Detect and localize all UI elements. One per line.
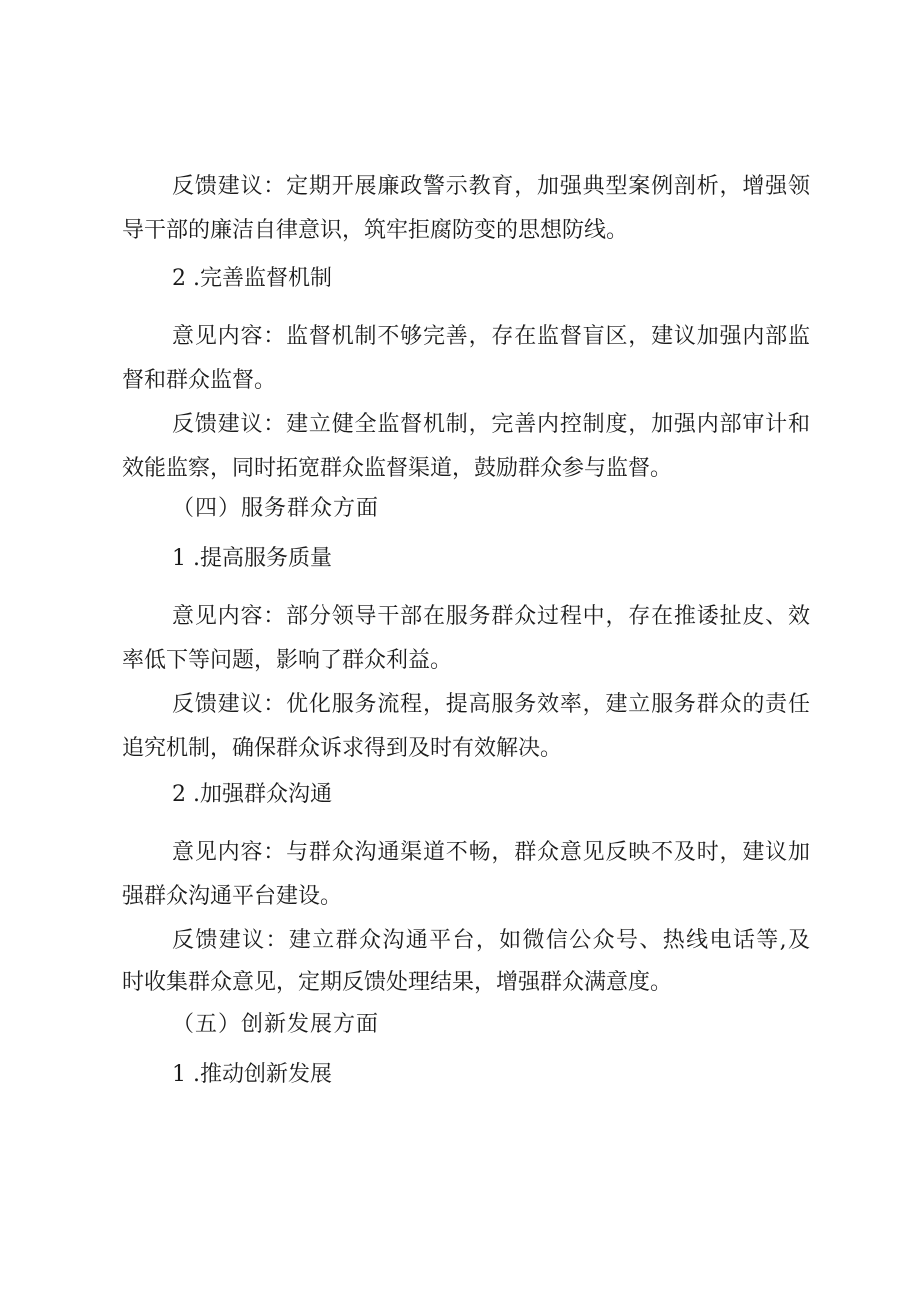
heading-item-2-supervision: 2 .完善监督机制	[172, 266, 332, 291]
paragraph-feedback-supervision-line-1: 反馈建议：建立健全监督机制，完善内控制度，加强内部审计和	[172, 412, 810, 437]
paragraph-opinion-communication-line-1: 意见内容：与群众沟通渠道不畅，群众意见反映不及时，建议加	[172, 840, 810, 865]
paragraph-feedback-communication-line-1: 反馈建议：建立群众沟通平台，如微信公众号、热线电话等,及	[172, 928, 810, 953]
section-heading-serve-masses: （四）服务群众方面	[172, 496, 380, 521]
heading-item-1-innovation: 1 .推动创新发展	[172, 1062, 332, 1087]
paragraph-feedback-integrity-line-1: 反馈建议：定期开展廉政警示教育，加强典型案例剖析，增强领	[172, 174, 810, 199]
paragraph-opinion-service-line-2: 率低下等问题，影响了群众利益。	[122, 648, 453, 673]
section-heading-innovation: （五）创新发展方面	[172, 1012, 380, 1037]
paragraph-opinion-service-line-1: 意见内容：部分领导干部在服务群众过程中，存在推诿扯皮、效	[172, 604, 810, 629]
paragraph-opinion-supervision-line-2: 督和群众监督。	[122, 368, 277, 393]
paragraph-opinion-communication-line-2: 强群众沟通平台建设。	[122, 884, 343, 909]
paragraph-feedback-service-line-2: 追究机制，确保群众诉求得到及时有效解决。	[122, 736, 563, 761]
heading-item-2-communication: 2 .加强群众沟通	[172, 782, 332, 807]
paragraph-feedback-communication-line-2: 时收集群众意见，定期反馈处理结果，增强群众满意度。	[122, 970, 673, 995]
paragraph-opinion-supervision-line-1: 意见内容：监督机制不够完善，存在监督盲区，建议加强内部监	[172, 324, 810, 349]
paragraph-feedback-integrity-line-2: 导干部的廉洁自律意识，筑牢拒腐防变的思想防线。	[122, 218, 629, 243]
heading-item-1-service-quality: 1 .提高服务质量	[172, 546, 332, 571]
paragraph-feedback-service-line-1: 反馈建议：优化服务流程，提高服务效率，建立服务群众的责任	[172, 692, 810, 717]
paragraph-feedback-supervision-line-2: 效能监察，同时拓宽群众监督渠道，鼓励群众参与监督。	[122, 456, 673, 481]
